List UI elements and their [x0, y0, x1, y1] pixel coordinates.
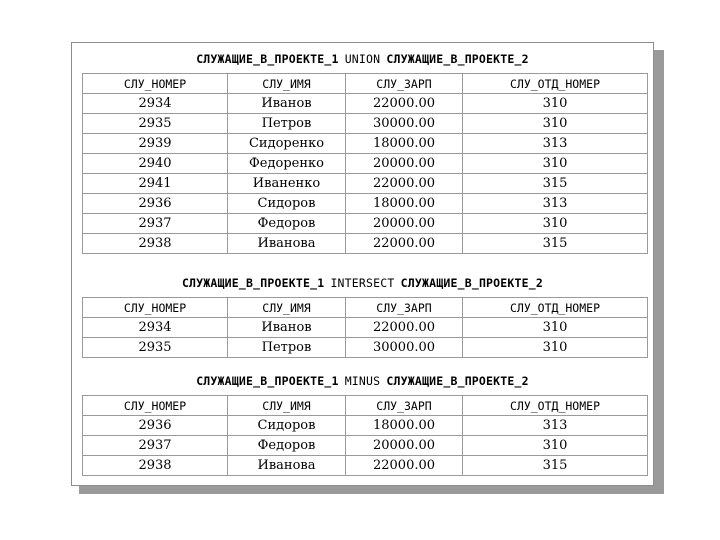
column-header: СЛУ_НОМЕР: [83, 396, 228, 416]
section-title-intersect: [72, 276, 653, 290]
cell: 313: [463, 194, 648, 214]
cell: 2941: [83, 174, 228, 194]
cell: 20000.00: [346, 154, 463, 174]
cell: 22000.00: [346, 318, 463, 338]
cell: 2935: [83, 114, 228, 134]
section-title-minus: [72, 374, 653, 388]
right-relation-name: СЛУЖАЩИЕ_В_ПРОЕКТЕ_2: [400, 276, 544, 290]
cell: 310: [463, 154, 648, 174]
cell: 18000.00: [346, 134, 463, 154]
column-header: СЛУ_ЗАРП: [346, 298, 463, 318]
right-relation-name: СЛУЖАЩИЕ_В_ПРОЕКТЕ_2: [386, 374, 529, 388]
column-header: СЛУ_ОТД_НОМЕР: [463, 74, 648, 94]
cell: Сидоров: [228, 194, 346, 214]
right-relation-name: СЛУЖАЩИЕ_В_ПРОЕКТЕ_2: [386, 52, 529, 66]
column-header: СЛУ_ОТД_НОМЕР: [463, 396, 648, 416]
cell: 22000.00: [346, 456, 463, 476]
cell: 2936: [83, 194, 228, 214]
table-row: [83, 338, 648, 358]
cell: 2934: [83, 318, 228, 338]
table-row: [83, 416, 648, 436]
table-row: [83, 94, 648, 114]
left-relation-name: СЛУЖАЩИЕ_В_ПРОЕКТЕ_1: [196, 52, 339, 66]
cell: Сидоров: [228, 416, 346, 436]
header-row: [83, 396, 648, 416]
table-row: [83, 214, 648, 234]
column-header: СЛУ_ИМЯ: [228, 298, 346, 318]
cell: 2935: [83, 338, 228, 358]
intersect-table: [82, 297, 648, 358]
cell: 22000.00: [346, 94, 463, 114]
cell: Сидоренко: [228, 134, 346, 154]
table-row: [83, 456, 648, 476]
cell: 315: [463, 234, 648, 254]
cell: Федоренко: [228, 154, 346, 174]
cell: Иваненко: [228, 174, 346, 194]
table-row: [83, 174, 648, 194]
cell: 2934: [83, 94, 228, 114]
cell: 2937: [83, 214, 228, 234]
cell: 310: [463, 318, 648, 338]
left-relation-name: СЛУЖАЩИЕ_В_ПРОЕКТЕ_1: [181, 276, 325, 290]
cell: 30000.00: [346, 114, 463, 134]
table-row: [83, 114, 648, 134]
cell: Иванов: [228, 318, 346, 338]
cell: 2936: [83, 416, 228, 436]
table-row: [83, 194, 648, 214]
cell: Петров: [228, 338, 346, 358]
cell: 2937: [83, 436, 228, 456]
cell: 313: [463, 416, 648, 436]
cell: 313: [463, 134, 648, 154]
column-header: СЛУ_ОТД_НОМЕР: [463, 298, 648, 318]
cell: 315: [463, 174, 648, 194]
operator-label: INTERSECT: [330, 276, 395, 290]
cell: 310: [463, 114, 648, 134]
cell: 310: [463, 436, 648, 456]
table-row: [83, 134, 648, 154]
minus-table: [82, 395, 648, 476]
cell: 315: [463, 456, 648, 476]
column-header: СЛУ_НОМЕР: [83, 298, 228, 318]
cell: 310: [463, 214, 648, 234]
cell: 2938: [83, 234, 228, 254]
slide-card: [71, 42, 654, 486]
operator-label: UNION: [344, 52, 381, 66]
operator-label: MINUS: [344, 374, 381, 388]
cell: Иванов: [228, 94, 346, 114]
cell: Федоров: [228, 436, 346, 456]
cell: 310: [463, 94, 648, 114]
cell: 22000.00: [346, 234, 463, 254]
table-row: [83, 318, 648, 338]
cell: 18000.00: [346, 416, 463, 436]
cell: 20000.00: [346, 214, 463, 234]
left-relation-name: СЛУЖАЩИЕ_В_ПРОЕКТЕ_1: [196, 374, 339, 388]
cell: 30000.00: [346, 338, 463, 358]
cell: 2938: [83, 456, 228, 476]
header-row: [83, 74, 648, 94]
table-row: [83, 154, 648, 174]
column-header: СЛУ_ЗАРП: [346, 74, 463, 94]
cell: Иванова: [228, 234, 346, 254]
header-row: [83, 298, 648, 318]
section-title-union: [72, 52, 653, 66]
cell: 2939: [83, 134, 228, 154]
union-table: [82, 73, 648, 254]
column-header: СЛУ_ИМЯ: [228, 74, 346, 94]
table-row: [83, 436, 648, 456]
column-header: СЛУ_ЗАРП: [346, 396, 463, 416]
cell: 22000.00: [346, 174, 463, 194]
cell: 2940: [83, 154, 228, 174]
cell: 310: [463, 338, 648, 358]
cell: 18000.00: [346, 194, 463, 214]
column-header: СЛУ_НОМЕР: [83, 74, 228, 94]
table-row: [83, 234, 648, 254]
cell: Петров: [228, 114, 346, 134]
cell: Федоров: [228, 214, 346, 234]
cell: 20000.00: [346, 436, 463, 456]
column-header: СЛУ_ИМЯ: [228, 396, 346, 416]
cell: Иванова: [228, 456, 346, 476]
